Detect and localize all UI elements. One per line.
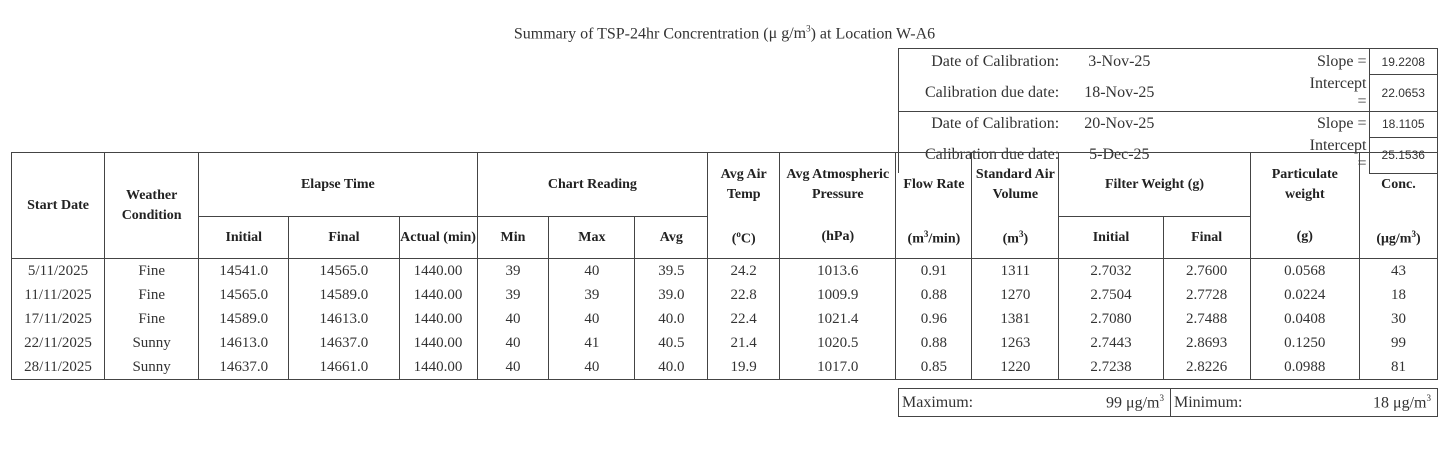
- cell-weather: Sunny: [105, 355, 199, 380]
- cell-weather: Fine: [105, 307, 199, 331]
- cell-elapse-actual: 1440.00: [399, 331, 477, 355]
- table-row: [12, 355, 1438, 380]
- header-avg-atm-pressure: Avg Atmospheric Pressure: [780, 153, 896, 217]
- title-prefix: Summary of TSP-24hr Concrentration (: [513, 25, 769, 43]
- cell-chart-min: 39: [477, 283, 549, 307]
- calibration-key-value: 22.0653: [1369, 75, 1438, 112]
- header-pressure-unit: (hPa): [780, 217, 896, 259]
- header-chart-avg: Avg: [635, 217, 708, 259]
- cell-elapse-final: 14661.0: [289, 355, 399, 380]
- calibration-date: 20-Nov-25: [1065, 111, 1173, 137]
- cell-filter-final: 2.7600: [1163, 259, 1250, 284]
- max-value-sup: 3: [1159, 392, 1164, 403]
- cell-chart-min: 40: [477, 355, 549, 380]
- cell-filter-final: 2.7488: [1163, 307, 1250, 331]
- header-avg-air-temp: Avg Air Temp: [708, 153, 780, 217]
- cell-flow-rate: 0.88: [896, 331, 972, 355]
- cell-atm-pressure: 1009.9: [780, 283, 896, 307]
- cell-filter-initial: 2.7443: [1059, 331, 1163, 355]
- cell-elapse-actual: 1440.00: [399, 355, 477, 380]
- header-filter-initial: Initial: [1059, 217, 1163, 259]
- title-unit: [769, 25, 811, 42]
- calibration-spacer: [1174, 49, 1297, 75]
- page-title: [0, 24, 1449, 43]
- cell-std-air-volume: 1263: [972, 331, 1059, 355]
- calibration-key-label: Intercept =: [1309, 137, 1367, 172]
- cell-air-temp: 22.4: [708, 307, 780, 331]
- vol-unit-post: ): [1023, 232, 1029, 248]
- conc-unit-sup: 3: [1411, 229, 1416, 240]
- cell-filter-initial: 2.7504: [1059, 283, 1163, 307]
- calibration-date-label: Calibration due date:: [924, 146, 1060, 163]
- cell-chart-min: 40: [477, 307, 549, 331]
- title-unit-mu: μ: [768, 25, 778, 43]
- conc-unit-post: ): [1415, 232, 1421, 248]
- cell-start-date: 28/11/2025: [12, 355, 105, 380]
- calibration-key-label: Slope =: [1297, 49, 1369, 75]
- cell-elapse-actual: 1440.00: [399, 307, 477, 331]
- cell-air-temp: 24.2: [708, 259, 780, 284]
- cell-std-air-volume: 1220: [972, 355, 1059, 380]
- vol-unit-pre: (m: [1002, 232, 1019, 248]
- cell-flow-rate: 0.96: [896, 307, 972, 331]
- cell-air-temp: 21.4: [708, 331, 780, 355]
- calibration-row: [899, 49, 1438, 75]
- header-chart-min: Min: [477, 217, 549, 259]
- cell-elapse-final: 14589.0: [289, 283, 399, 307]
- cell-conc: 43: [1359, 259, 1437, 284]
- table-row: [12, 259, 1438, 284]
- cell-chart-avg: 40.0: [635, 307, 708, 331]
- flow-unit-sup: 3: [923, 229, 929, 240]
- cell-chart-avg: 40.5: [635, 331, 708, 355]
- calibration-key-value: 25.1536: [1369, 137, 1438, 173]
- cell-flow-rate: 0.91: [896, 259, 972, 284]
- calibration-date-label: Date of Calibration:: [899, 49, 1066, 75]
- header-elapse-time: Elapse Time: [199, 153, 477, 217]
- cell-filter-final: 2.8226: [1163, 355, 1250, 380]
- min-value-text: 18 μg/m: [1373, 394, 1427, 412]
- calibration-key-value: 18.1105: [1369, 111, 1438, 137]
- cell-chart-max: 39: [549, 283, 635, 307]
- cell-chart-max: 40: [549, 307, 635, 331]
- calibration-spacer: [1174, 75, 1297, 112]
- title-unit-sup: 3: [806, 24, 811, 34]
- cell-atm-pressure: 1020.5: [780, 331, 896, 355]
- cell-atm-pressure: 1013.6: [780, 259, 896, 284]
- header-chart-max: Max: [549, 217, 635, 259]
- calibration-key-label: Slope =: [1297, 111, 1369, 137]
- cell-particulate-weight: 0.0568: [1250, 259, 1359, 284]
- cell-air-temp: 19.9: [708, 355, 780, 380]
- tsp-summary-table: [11, 152, 1438, 380]
- header-filter-final: Final: [1163, 217, 1250, 259]
- cell-conc: 18: [1359, 283, 1437, 307]
- calibration-key-label: Intercept =: [1309, 74, 1367, 110]
- min-value: [1264, 389, 1438, 417]
- flow-unit-pre: (m: [907, 232, 924, 248]
- header-elapse-initial: Initial: [199, 217, 289, 259]
- conc-unit-pre: (μg/m: [1376, 232, 1412, 248]
- cell-filter-final: 2.7728: [1163, 283, 1250, 307]
- cell-conc: 99: [1359, 331, 1437, 355]
- cell-filter-initial: 2.7032: [1059, 259, 1163, 284]
- table-row: [12, 283, 1438, 307]
- cell-conc: 30: [1359, 307, 1437, 331]
- header-flow-unit: [896, 217, 972, 259]
- cell-air-temp: 22.8: [708, 283, 780, 307]
- title-unit-g: g/m: [781, 25, 807, 43]
- temp-unit-pre: (: [731, 232, 737, 248]
- vol-unit-sup: 3: [1018, 229, 1024, 240]
- cell-elapse-final: 14637.0: [289, 331, 399, 355]
- table-row: [12, 307, 1438, 331]
- calibration-date: 3-Nov-25: [1065, 49, 1173, 75]
- cell-elapse-actual: 1440.00: [399, 259, 477, 284]
- calibration-date-label: Calibration due date:: [924, 83, 1060, 101]
- cell-elapse-initial: 14637.0: [199, 355, 289, 380]
- cell-start-date: 22/11/2025: [12, 331, 105, 355]
- max-value-text: 99 μg/m: [1106, 394, 1160, 412]
- min-value-sup: 3: [1426, 392, 1431, 403]
- header-flow-rate: Flow Rate: [896, 153, 972, 217]
- cell-elapse-initial: 14613.0: [199, 331, 289, 355]
- cell-start-date: 17/11/2025: [12, 307, 105, 331]
- temp-unit-sup: o: [736, 229, 741, 240]
- header-chart-reading: Chart Reading: [477, 153, 708, 217]
- cell-conc: 81: [1359, 355, 1437, 380]
- calibration-date-label: Date of Calibration:: [899, 111, 1066, 137]
- cell-flow-rate: 0.85: [896, 355, 972, 380]
- calibration-date: 18-Nov-25: [1084, 83, 1155, 101]
- header-particulate-weight: Particulate weight: [1250, 153, 1359, 217]
- header-std-air-volume: Standard Air Volume: [972, 153, 1059, 217]
- cell-filter-final: 2.8693: [1163, 331, 1250, 355]
- header-conc-unit: [1359, 217, 1437, 259]
- cell-std-air-volume: 1270: [972, 283, 1059, 307]
- temp-unit-post: C): [740, 232, 756, 248]
- cell-flow-rate: 0.88: [896, 283, 972, 307]
- calibration-key-value: 19.2208: [1369, 49, 1438, 75]
- cell-elapse-final: 14565.0: [289, 259, 399, 284]
- table-row: [12, 331, 1438, 355]
- cell-std-air-volume: 1311: [972, 259, 1059, 284]
- min-label: Minimum:: [1171, 389, 1265, 417]
- cell-chart-max: 40: [549, 259, 635, 284]
- cell-elapse-initial: 14565.0: [199, 283, 289, 307]
- cell-particulate-weight: 0.0224: [1250, 283, 1359, 307]
- calibration-date: 5-Dec-25: [1089, 146, 1150, 163]
- cell-chart-avg: 40.0: [635, 355, 708, 380]
- header-weather-condition: Weather Condition: [105, 153, 199, 259]
- cell-chart-max: 41: [549, 331, 635, 355]
- header-conc: Conc.: [1359, 153, 1437, 217]
- cell-chart-min: 39: [477, 259, 549, 284]
- cell-chart-min: 40: [477, 331, 549, 355]
- cell-start-date: 5/11/2025: [12, 259, 105, 284]
- cell-weather: Fine: [105, 259, 199, 284]
- cell-weather: Sunny: [105, 331, 199, 355]
- flow-unit-post: /min): [928, 232, 961, 248]
- cell-elapse-actual: 1440.00: [399, 283, 477, 307]
- header-elapse-final: Final: [289, 217, 399, 259]
- cell-elapse-final: 14613.0: [289, 307, 399, 331]
- cell-weather: Fine: [105, 283, 199, 307]
- title-suffix: ) at Location W-A6: [810, 25, 936, 43]
- cell-atm-pressure: 1021.4: [780, 307, 896, 331]
- calibration-row: [899, 111, 1438, 137]
- cell-elapse-initial: 14589.0: [199, 307, 289, 331]
- cell-start-date: 11/11/2025: [12, 283, 105, 307]
- cell-chart-avg: 39.0: [635, 283, 708, 307]
- cell-std-air-volume: 1381: [972, 307, 1059, 331]
- cell-atm-pressure: 1017.0: [780, 355, 896, 380]
- cell-chart-avg: 39.5: [635, 259, 708, 284]
- header-elapse-actual: Actual (min): [399, 217, 477, 259]
- max-value: [992, 389, 1171, 417]
- cell-filter-initial: 2.7238: [1059, 355, 1163, 380]
- header-filter-weight: Filter Weight (g): [1059, 153, 1250, 217]
- summary-table: [898, 388, 1438, 417]
- header-start-date: Start Date: [12, 153, 105, 259]
- cell-filter-initial: 2.7080: [1059, 307, 1163, 331]
- header-temp-unit: [708, 217, 780, 259]
- cell-chart-max: 40: [549, 355, 635, 380]
- cell-elapse-initial: 14541.0: [199, 259, 289, 284]
- max-label: Maximum:: [899, 389, 993, 417]
- cell-particulate-weight: 0.1250: [1250, 331, 1359, 355]
- calibration-spacer: [1174, 111, 1297, 137]
- header-volume-unit: [972, 217, 1059, 259]
- calibration-row: [899, 75, 1438, 112]
- header-pw-unit: (g): [1250, 217, 1359, 259]
- cell-particulate-weight: 0.0408: [1250, 307, 1359, 331]
- cell-particulate-weight: 0.0988: [1250, 355, 1359, 380]
